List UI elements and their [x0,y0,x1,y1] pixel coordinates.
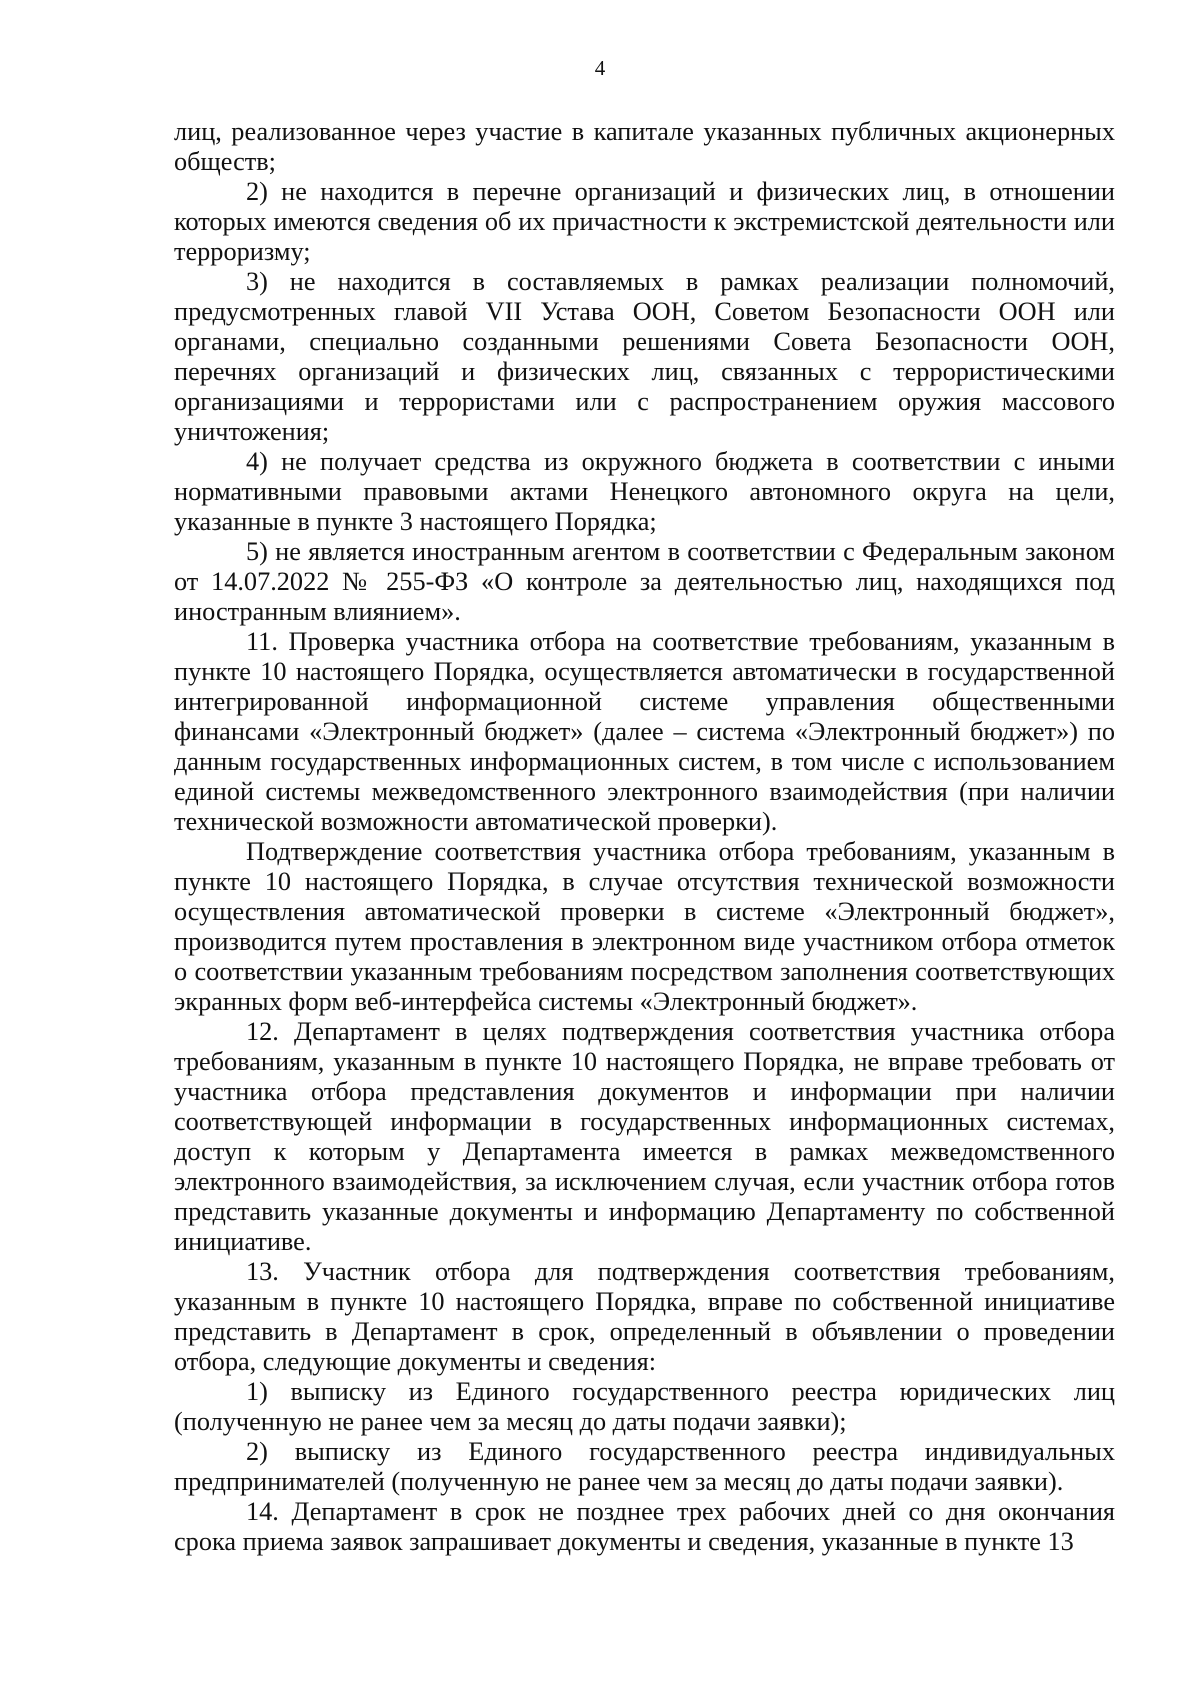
paragraph-section-11-confirmation: Подтверждение соответствия участника отбора требованиям, указанным в пункте 10 настоящего Порядка, в случае отсутствия технической возможности осуществления автоматической проверки в системе «Электронный бюджет», производится путем проставления в электронном виде участником отбора отметок о соответствии указанным требованиям посредством заполнения соответствующих экранных форм веб-интерфейса системы «Электронный бюджет». [174,837,1115,1016]
paragraph-section-13: 13. Участник отбора для подтверждения соответствия требованиям, указанным в пункте 10 настоящего Порядка, вправе по собственной инициативе представить в Департамент в срок, определенный в объявлении о проведении отбора, следующие документы и сведения: [174,1257,1115,1376]
paragraph-continuation: лиц, реализованное через участие в капитале указанных публичных акционерных обществ; [174,117,1115,176]
paragraph-section-12: 12. Департамент в целях подтверждения соответствия участника отбора требованиям, указанным в пункте 10 настоящего Порядка, не вправе требовать от участника отбора представления документов и информации при наличии соответствующей информации в государственных информационных системах, доступ к которым у Департамента имеется в рамках межведомственного электронного взаимодействия, за исключением случая, если участник отбора готов представить указанные документы и информацию Департаменту по собственной инициативе. [174,1017,1115,1256]
document-body [174,117,1115,1557]
paragraph-section-14: 14. Департамент в срок не позднее трех рабочих дней со дня окончания срока приема заявок запрашивает документы и сведения, указанные в пункте 13 [174,1497,1115,1556]
paragraph-section-13-item-2: 2) выписку из Единого государственного реестра индивидуальных предпринимателей (полученную не ранее чем за месяц до даты подачи заявки). [174,1437,1115,1496]
paragraph-item-5: 5) не является иностранным агентом в соответствии с Федеральным законом от 14.07.2022 № 255-ФЗ «О контроле за деятельностью лиц, находящихся под иностранным влиянием». [174,537,1115,626]
paragraph-item-3: 3) не находится в составляемых в рамках реализации полномочий, предусмотренных главой VII Устава ООН, Советом Безопасности ООН или органами, специально созданными решениями Совета Безопасности ООН, перечнях организаций и физических лиц, связанных с террористическими организациями и террористами или с распространением оружия массового уничтожения; [174,267,1115,446]
paragraph-item-2: 2) не находится в перечне организаций и физических лиц, в отношении которых имеются сведения об их причастности к экстремистской деятельности или терроризму; [174,177,1115,266]
paragraph-section-11: 11. Проверка участника отбора на соответствие требованиям, указанным в пункте 10 настоящего Порядка, осуществляется автоматически в государственной интегрированной информационной системе управления общественными финансами «Электронный бюджет» (далее – система «Электронный бюджет») по данным государственных информационных систем, в том числе с использованием единой системы межведомственного электронного взаимодействия (при наличии технической возможности автоматической проверки). [174,627,1115,836]
paragraph-item-4: 4) не получает средства из окружного бюджета в соответствии с иными нормативными правовыми актами Ненецкого автономного округа на цели, указанные в пункте 3 настоящего Порядка; [174,447,1115,536]
paragraph-section-13-item-1: 1) выписку из Единого государственного реестра юридических лиц (полученную не ранее чем за месяц до даты подачи заявки); [174,1377,1115,1436]
page-number: 4 [594,56,606,80]
